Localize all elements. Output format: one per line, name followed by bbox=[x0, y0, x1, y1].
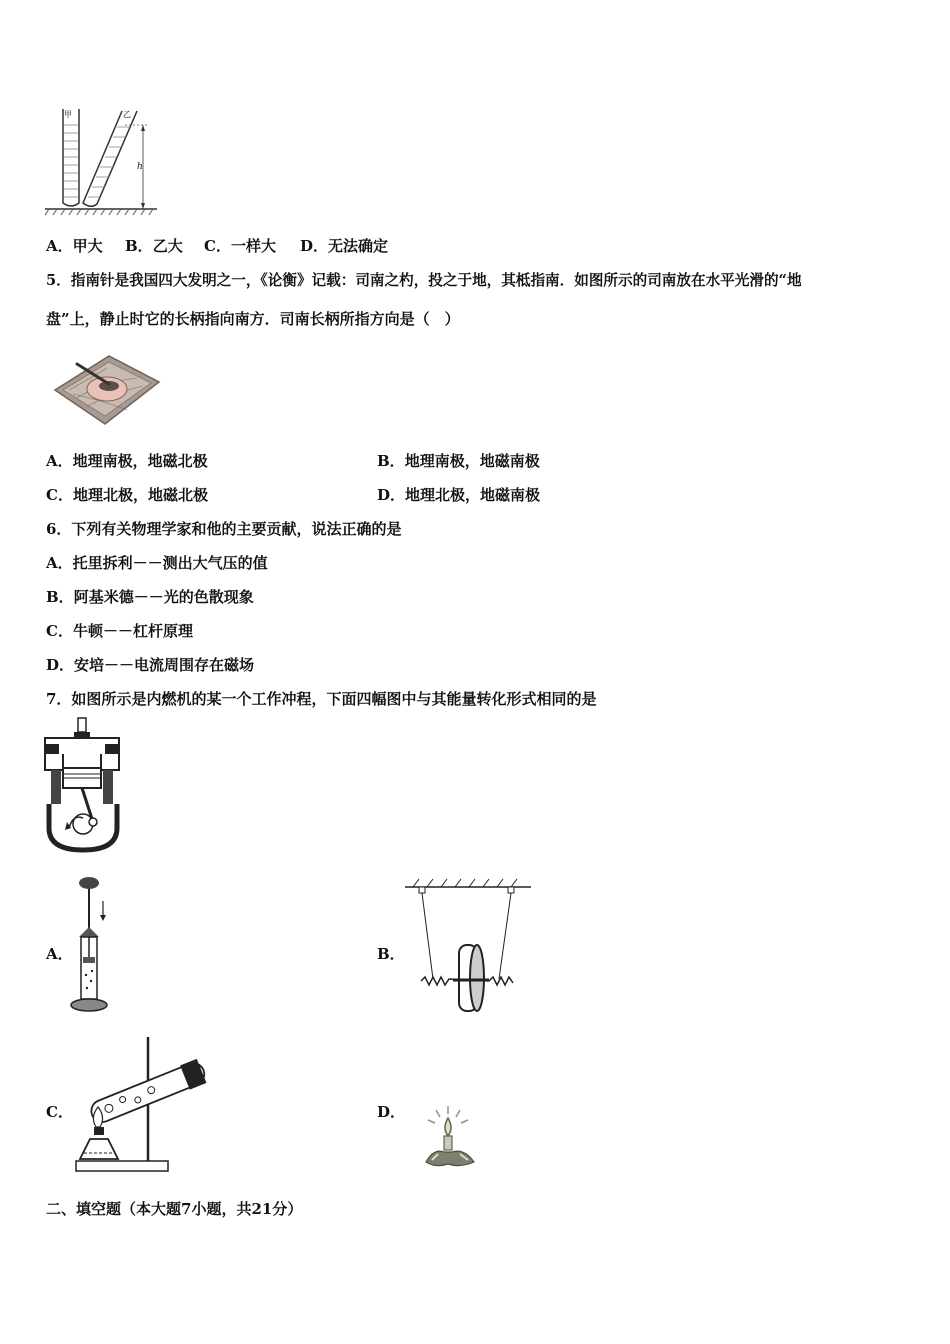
q6-option-c[interactable]: C．牛顿－－杠杆原理 bbox=[46, 622, 193, 640]
q4-option-a[interactable]: A．甲大 bbox=[46, 237, 103, 255]
q7-option-b-figure[interactable] bbox=[403, 875, 533, 1015]
q7-option-a-label[interactable]: A． bbox=[46, 945, 73, 963]
q7-option-d-label[interactable]: D． bbox=[377, 1103, 406, 1121]
q6-option-d[interactable]: D．安培－－电流周围存在磁场 bbox=[46, 656, 255, 674]
q7-stem: 7．如图所示是内燃机的某一个工作冲程，下面四幅图中与其能量转化形式相同的是 bbox=[46, 690, 597, 708]
q6-option-a[interactable]: A．托里拆利－－测出大气压的值 bbox=[46, 554, 268, 572]
q7-engine-figure bbox=[43, 718, 123, 853]
q5-option-a[interactable]: A．地理南极，地磁北极 bbox=[46, 452, 208, 470]
q6-option-b[interactable]: B．阿基米德－－光的色散现象 bbox=[46, 588, 254, 606]
q5-option-d[interactable]: D．地理北极，地磁南极 bbox=[377, 486, 541, 504]
q5-sinan-figure bbox=[47, 352, 162, 427]
q4-label-right-tube: 乙 bbox=[123, 110, 131, 119]
q5-stem-line2: 盘”上，静止时它的长柄指向南方．司南长柄所指方向是（ ） bbox=[46, 310, 460, 328]
q7-option-c-figure[interactable] bbox=[70, 1035, 220, 1175]
q6-stem: 6．下列有关物理学家和他的主要贡献，说法正确的是 bbox=[46, 520, 402, 538]
q4-label-left-tube: 甲 bbox=[64, 110, 72, 119]
q4-option-b[interactable]: B．乙大 bbox=[125, 237, 183, 255]
section2-heading: 二、填空题（本大题7小题，共21分） bbox=[46, 1200, 303, 1218]
q5-option-b[interactable]: B．地理南极，地磁南极 bbox=[377, 452, 540, 470]
q7-option-b-label[interactable]: B． bbox=[377, 945, 405, 963]
q4-option-d[interactable]: D．无法确定 bbox=[300, 237, 389, 255]
q7-option-c-label[interactable]: C． bbox=[46, 1103, 73, 1121]
q5-stem-line1: 5．指南针是我国四大发明之一，《论衡》记载：司南之杓，投之于地，其柢指南．如图所示的司南放在水平光滑的“地 bbox=[46, 272, 802, 289]
q7-option-a-figure[interactable] bbox=[69, 875, 119, 1015]
q4-label-height: h bbox=[137, 162, 143, 172]
q4-option-c[interactable]: C．一样大 bbox=[204, 237, 276, 255]
q4-tubes-figure bbox=[45, 105, 160, 215]
q5-option-c[interactable]: C．地理北极，地磁北极 bbox=[46, 486, 208, 504]
q7-option-d-figure[interactable] bbox=[420, 1102, 480, 1172]
